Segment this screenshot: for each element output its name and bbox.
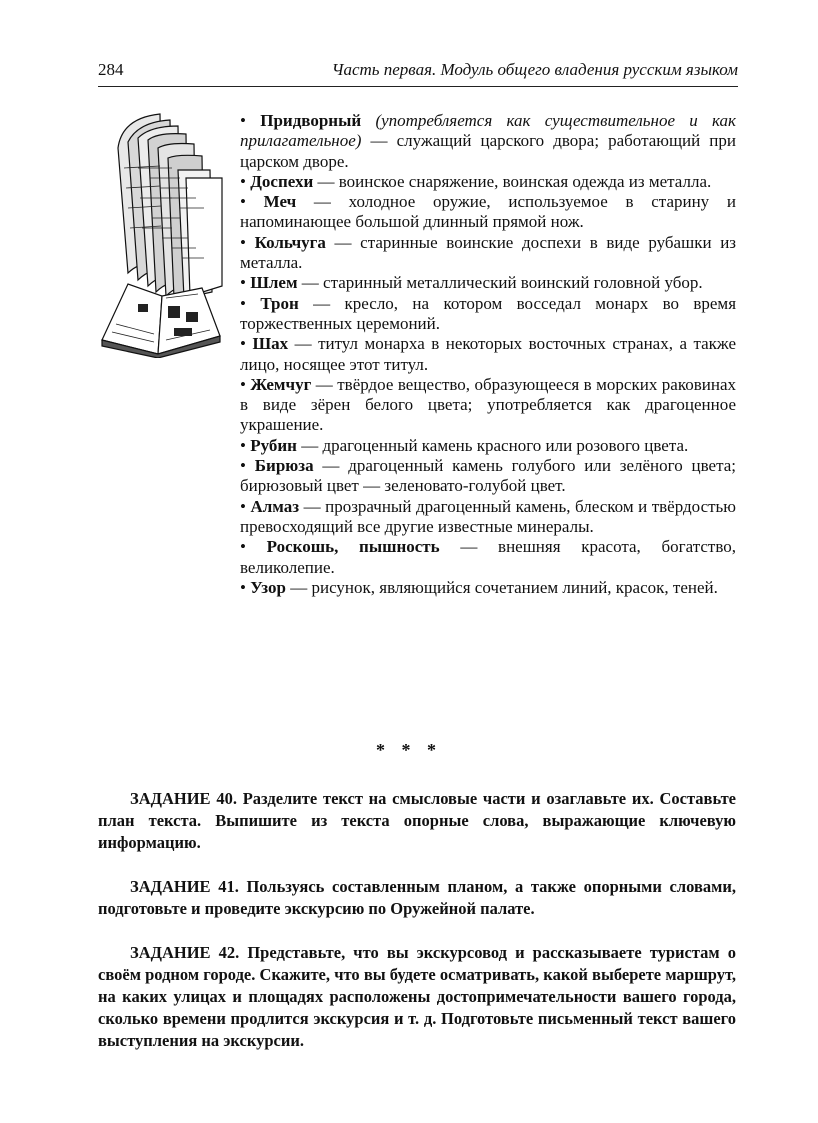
glossary-entry (240, 436, 736, 456)
glossary-entry (240, 456, 736, 497)
bullet-icon: • (240, 273, 251, 293)
glossary-entry (240, 578, 736, 598)
glossary-definition: — старинные воинские доспехи в виде рубашки из металла. (240, 232, 737, 273)
glossary-term: Придворный (260, 111, 362, 130)
glossary-entry (240, 375, 736, 436)
header-rule (98, 86, 738, 87)
glossary-note: (употребляется как существительное и как прилагательное) (240, 111, 737, 151)
glossary-entry (240, 334, 736, 375)
glossary-entry (240, 233, 736, 274)
glossary-entry (240, 111, 736, 172)
glossary-term: Шлем (250, 273, 298, 293)
glossary-term: Кольчуга (254, 232, 326, 252)
bullet-icon: • (240, 456, 255, 476)
glossary-definition: — драгоценный камень красного или розового цвета. (296, 435, 689, 455)
task-paragraph: ЗАДАНИЕ 40. Разделите текст на смысловые части и озаглавьте их. Составьте план текста. Выпишите из текста опорные слова, выражающие ключевую информацию. (98, 789, 736, 852)
glossary-definition: — служащий царского двора; работающий при царском дворе. (240, 131, 736, 171)
bullet-icon: • (240, 232, 255, 252)
glossary-definition: — внешняя красота, богатство, великолепие. (240, 537, 736, 577)
glossary-term: Шах (252, 334, 289, 354)
glossary-entry (240, 497, 736, 538)
glossary-term: Доспехи (250, 171, 314, 191)
task-list (98, 788, 736, 1052)
glossary-term: Рубин (250, 435, 297, 455)
glossary-entry (240, 192, 736, 233)
bullet-icon: • (240, 374, 251, 394)
glossary-list (240, 111, 736, 598)
bullet-icon: • (240, 192, 264, 212)
glossary-entry (240, 537, 736, 578)
bullet-icon: • (240, 171, 251, 191)
glossary-definition: — кресло, на котором восседал монарх во время торжественных церемоний. (240, 293, 737, 333)
task-paragraph: ЗАДАНИЕ 42. Представьте, что вы экскурсовод и рассказываете туристам о своём родном городе. Скажите, что вы будете осматривать, какой выберете маршрут, на каких улицах и площадях расположены достопримечательности вашего города, сколько времени продлится экскурсия и т. д. Подготовьте письменный текст вашего выступления на экскурсии. (98, 943, 736, 1050)
bullet-icon: • (240, 435, 251, 455)
running-title: Часть первая. Модуль общего владения русским языком (331, 60, 738, 79)
glossary-definition: — воинское снаряжение, воинская одежда из металла. (313, 171, 712, 191)
glossary-term: Меч (263, 192, 297, 212)
glossary-term: Бирюза (254, 456, 314, 476)
section-separator: * * * (376, 740, 442, 760)
task-paragraph: ЗАДАНИЕ 41. Пользуясь составленным планом, а также опорными словами, подготовьте и проведите экскурсию по Оружейной палате. (98, 877, 736, 918)
glossary-definition: — прозрачный драгоценный камень, блеском и твёрдостью превосходящий все другие известные минералы. (240, 496, 737, 536)
glossary-term: Жемчуг (250, 374, 312, 394)
glossary-entry (240, 273, 736, 293)
bullet-icon: • (240, 496, 251, 516)
glossary-term: Узор (250, 577, 286, 597)
glossary-definition: — рисунок, являющийся сочетанием линий, красок, теней. (285, 577, 718, 597)
bullet-icon: • (240, 537, 267, 557)
glossary-entry (240, 172, 736, 192)
stacked-books-and-open-book-icon (98, 108, 226, 358)
glossary-term: Роскошь, пышность (266, 537, 440, 557)
glossary-term: Трон (260, 293, 299, 313)
bullet-icon: • (240, 111, 261, 130)
glossary-definition: — драгоценный камень голубого или зелёного цвета; бирюзовый цвет — зеленовато-голубой цвет. (240, 456, 736, 496)
bullet-icon: • (240, 577, 251, 597)
page-number: 284 (98, 60, 124, 79)
glossary-definition: — старинный металлический воинский головной убор. (297, 273, 703, 293)
glossary-entry (240, 294, 736, 335)
glossary-definition: — холодное оружие, используемое в старину и напоминающее большой длинный прямой нож. (240, 192, 736, 232)
glossary-definition: — твёрдое вещество, образующееся в морских раковинах в виде зёрен белого цвета; употребляется как драгоценное украшение. (240, 374, 737, 435)
bullet-icon: • (240, 293, 261, 313)
glossary-definition: — титул монарха в некоторых восточных странах, а также лицо, носящее этот титул. (240, 334, 736, 374)
bullet-icon: • (240, 334, 253, 354)
glossary-term: Алмаз (250, 496, 300, 516)
page-header (98, 60, 738, 86)
